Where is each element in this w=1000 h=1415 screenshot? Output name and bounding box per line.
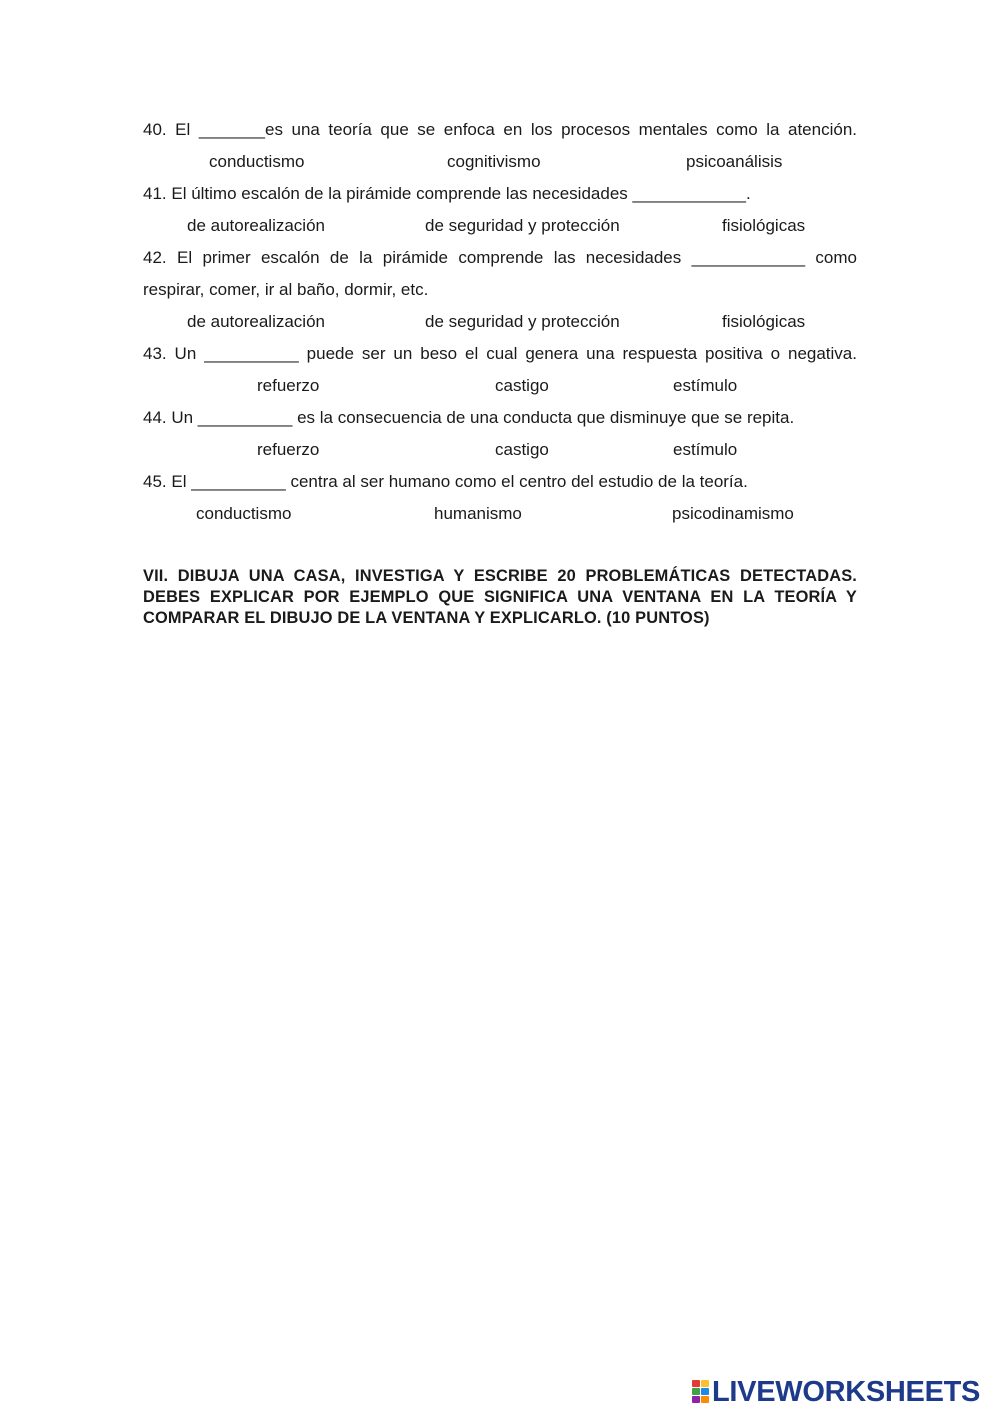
q42-option-c[interactable]: fisiológicas (722, 312, 806, 331)
q45-option-c[interactable]: psicodinamismo (672, 504, 794, 523)
q44-option-b[interactable]: castigo (495, 440, 549, 459)
question-40: 40. El _______es una teoría que se enfoca en los procesos mentales como la atención. (143, 120, 857, 139)
q44-option-c[interactable]: estímulo (673, 440, 738, 459)
logo-square (701, 1380, 709, 1387)
question-42: 42. El primer escalón de la pirámide comprende las necesidades ____________ como (143, 248, 857, 267)
q42-option-b[interactable]: de seguridad y protección (425, 312, 620, 331)
logo-square (692, 1388, 700, 1395)
q41-option-c[interactable]: fisiológicas (722, 216, 806, 235)
q40-option-b[interactable]: cognitivismo (447, 152, 541, 171)
q40-option-a[interactable]: conductismo (209, 152, 305, 171)
q41-option-a[interactable]: de autorealización (187, 216, 325, 235)
question-42-continued: respirar, comer, ir al baño, dormir, etc. (143, 280, 429, 299)
logo-square (701, 1388, 709, 1395)
logo-square (692, 1396, 700, 1403)
liveworksheets-logo-icon (692, 1380, 710, 1404)
question-45: 45. El __________ centra al ser humano como el centro del estudio de la teoría. (143, 472, 748, 491)
q43-option-a[interactable]: refuerzo (257, 376, 320, 395)
section-vii-instructions: VII. DIBUJA UNA CASA, INVESTIGA Y ESCRIBE 20 PROBLEMÁTICAS DETECTADAS. DEBES EXPLICAR POR EJEMPLO QUE SIGNIFICA UNA VENTANA EN LA TEORÍA Y COMPARAR EL DIBUJO DE LA VENTANA Y EXPLICARLO. (10 PUNTOS) (143, 567, 857, 627)
q40-option-c[interactable]: psicoanálisis (686, 152, 783, 171)
q43-option-b[interactable]: castigo (495, 376, 549, 395)
logo-text: LIVEWORKSHEETS (712, 1375, 981, 1408)
question-43: 43. Un __________ puede ser un beso el cual genera una respuesta positiva o negativa. (143, 344, 857, 363)
q42-option-a[interactable]: de autorealización (187, 312, 325, 331)
q44-option-a[interactable]: refuerzo (257, 440, 320, 459)
q45-option-b[interactable]: humanismo (434, 504, 522, 523)
q41-option-b[interactable]: de seguridad y protección (425, 216, 620, 235)
q43-option-c[interactable]: estímulo (673, 376, 738, 395)
question-44: 44. Un __________ es la consecuencia de una conducta que disminuye que se repita. (143, 408, 795, 427)
logo-square (701, 1396, 709, 1403)
q45-option-a[interactable]: conductismo (196, 504, 292, 523)
logo-square (692, 1380, 700, 1387)
question-41: 41. El último escalón de la pirámide comprende las necesidades ____________. (143, 184, 751, 203)
liveworksheets-logo[interactable] (692, 1375, 981, 1408)
